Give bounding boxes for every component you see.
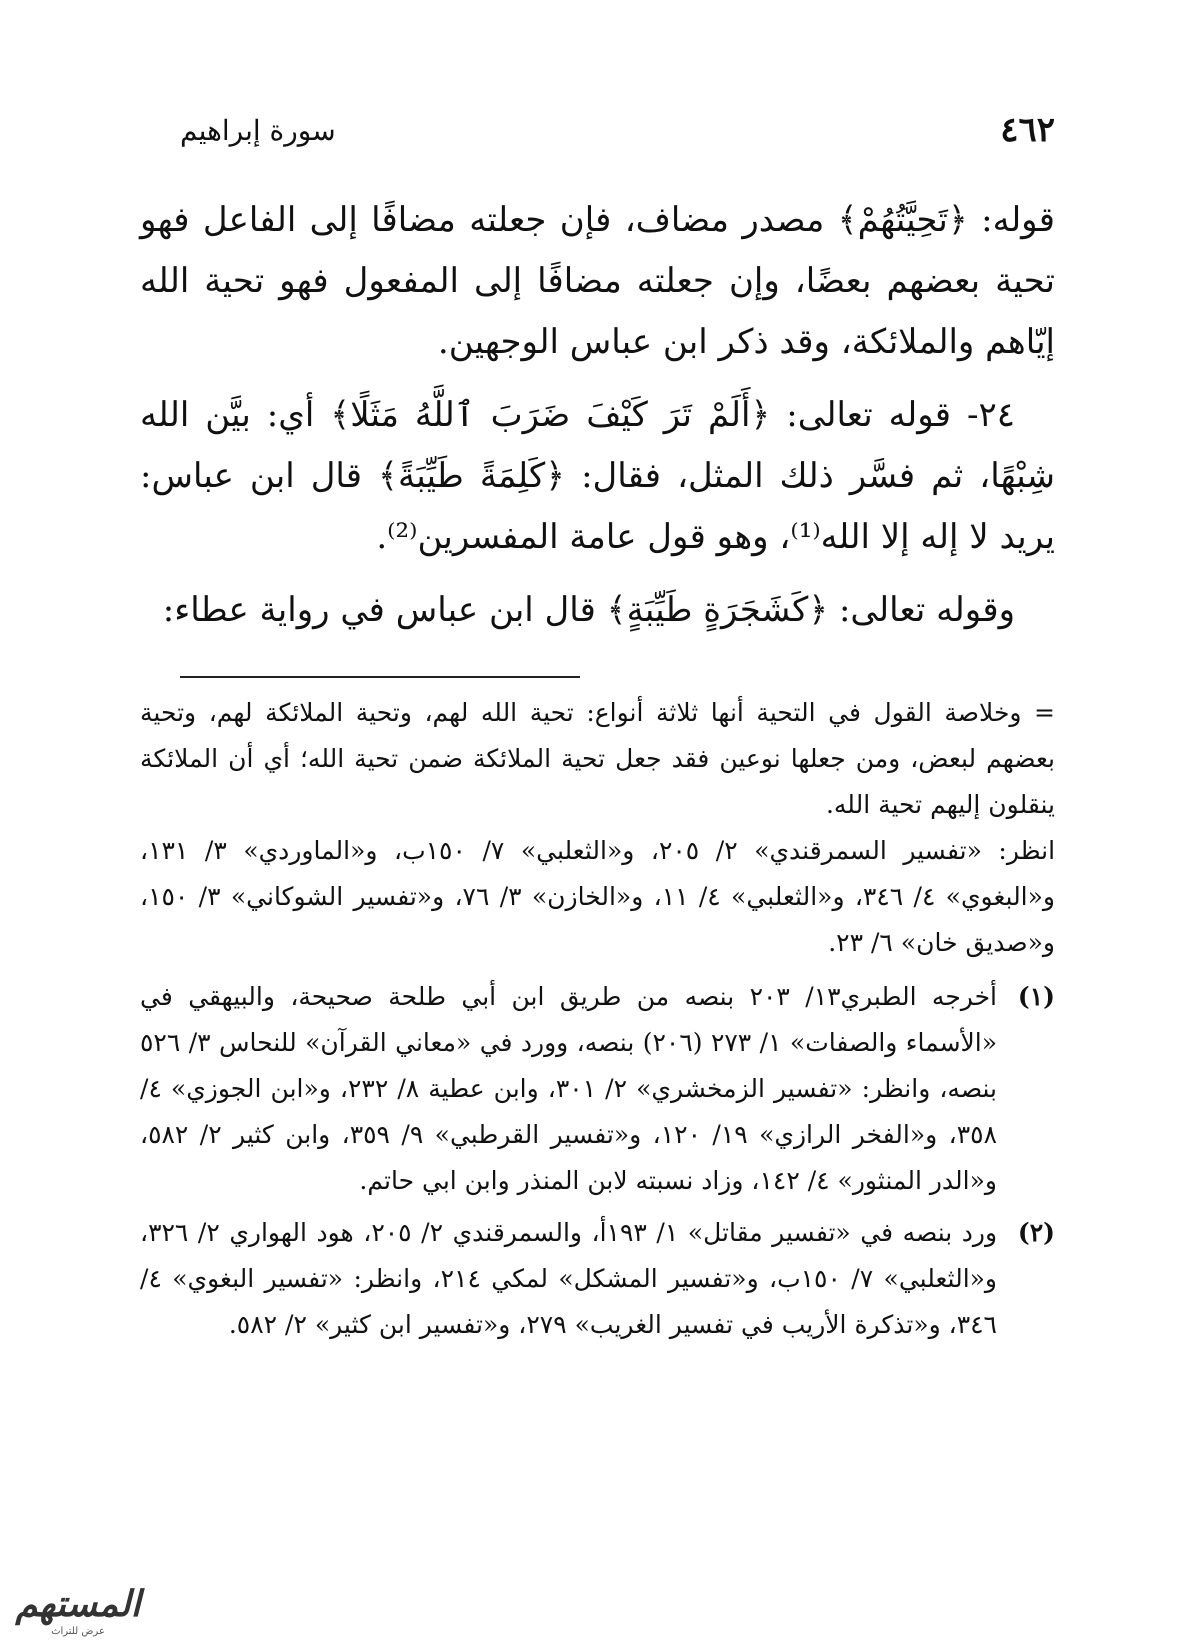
footnote-2	[140, 1210, 1055, 1348]
footnote-number: (١)	[1017, 982, 1055, 1011]
footnote-continuation: انظر: «تفسير السمرقندي» ٢/ ٢٠٥، و«الثعلبي» ٧/ ١٥٠ب، و«الماوردي» ٣/ ١٣١، و«البغوي» ٤/ ٣٤٦، و«الثعلبي» ٤/ ١١، و«الخازن» ٣/ ٧٦، و«تفسير الشوكاني» ٣/ ١٥٠، و«صديق خان» ٦/ ٢٣.	[140, 836, 1056, 957]
page-number: ٤٦٢	[1000, 110, 1055, 150]
footnote-number: (٢)	[1017, 1218, 1055, 1247]
running-header	[180, 100, 1055, 160]
footnote-text: ورد بنصه في «تفسير مقاتل» ١/ ١٩٣أ، والسمرقندي ٢/ ٢٠٥، هود الهواري ٢/ ٣٢٦، و«الثعلبي» ٧/ ١٥٠ب، و«تفسير المشكل» لمكي ٢١٤، وانظر: «تفسير البغوي» ٤/ ٣٤٦، و«تذكرة الأريب في تفسير الغريب» ٢٧٩، و«تفسير ابن كثير» ٢/ ٥٨٢.	[140, 1218, 998, 1339]
surah-title: سورة إبراهيم	[180, 113, 336, 147]
footnotes	[140, 690, 1055, 1348]
footnote-1	[140, 974, 1055, 1204]
publisher-logo	[8, 1582, 148, 1642]
footnote-text: أخرجه الطبري١٣/ ٢٠٣ بنصه من طريق ابن أبي طلحة صحيحة، والبيهقي في «الأسماء والصفات» ١/ ٢٧٣ (٢٠٦) بنصه، وورد في «معاني القرآن» للنحاس ٣/ ٥٢٦ بنصه، وانظر: «تفسير الزمخشري» ٢/ ٣٠١، وابن عطية ٨/ ٢٣٢، و«ابن الجوزي» ٤/ ٣٥٨، و«الفخر الرازي» ١٩/ ١٢٠، و«تفسير القرطبي» ٩/ ٣٥٩، وابن كثير ٢/ ٥٨٢، و«الدر المنثور» ٤/ ١٤٢، وزاد نسبته لابن المنذر وابن ابي حاتم.	[140, 982, 998, 1195]
logo-mark: المستهم	[15, 1583, 141, 1625]
logo-subtitle: عرض للتراث	[51, 1626, 105, 1637]
footnote-continuation: = وخلاصة القول في التحية أنها ثلاثة أنواع: تحية الله لهم، وتحية الملائكة لهم، وتحية بعضهم لبعض، ومن جعلها نوعين فقد جعل تحية الملائكة ضمن تحية الله؛ أي أن الملائكة ينقلون إليهم تحية الله.	[140, 698, 1055, 819]
main-paragraph: وقوله تعالى: ﴿كَشَجَرَةٍ طَيِّبَةٍ﴾ قال ابن عباس في رواية عطاء:	[162, 590, 1015, 630]
footnote-separator	[180, 676, 580, 678]
main-paragraph: ٢٤- قوله تعالى: ﴿أَلَمْ تَرَ كَيْفَ ضَرَبَ ٱللَّهُ مَثَلًا﴾ أي: بيَّن الله شِبْهًا، ثم فسَّر ذلك المثل، فقال: ﴿كَلِمَةً طَيِّبَةً﴾ قال ابن عباس: يريد لا إله إلا الله⁽¹⁾، وهو قول عامة المفسرين⁽²⁾.	[140, 395, 1055, 557]
main-text	[140, 190, 1055, 653]
main-paragraph: قوله: ﴿تَحِيَّتُهُمْ﴾ مصدر مضاف، فإن جعلته مضافًا إلى الفاعل فهو تحية بعضهم بعضًا، وإن جعلته مضافًا إلى المفعول فهو تحية الله إيّاهم والملائكة، وقد ذكر ابن عباس الوجهين.	[140, 200, 1055, 362]
